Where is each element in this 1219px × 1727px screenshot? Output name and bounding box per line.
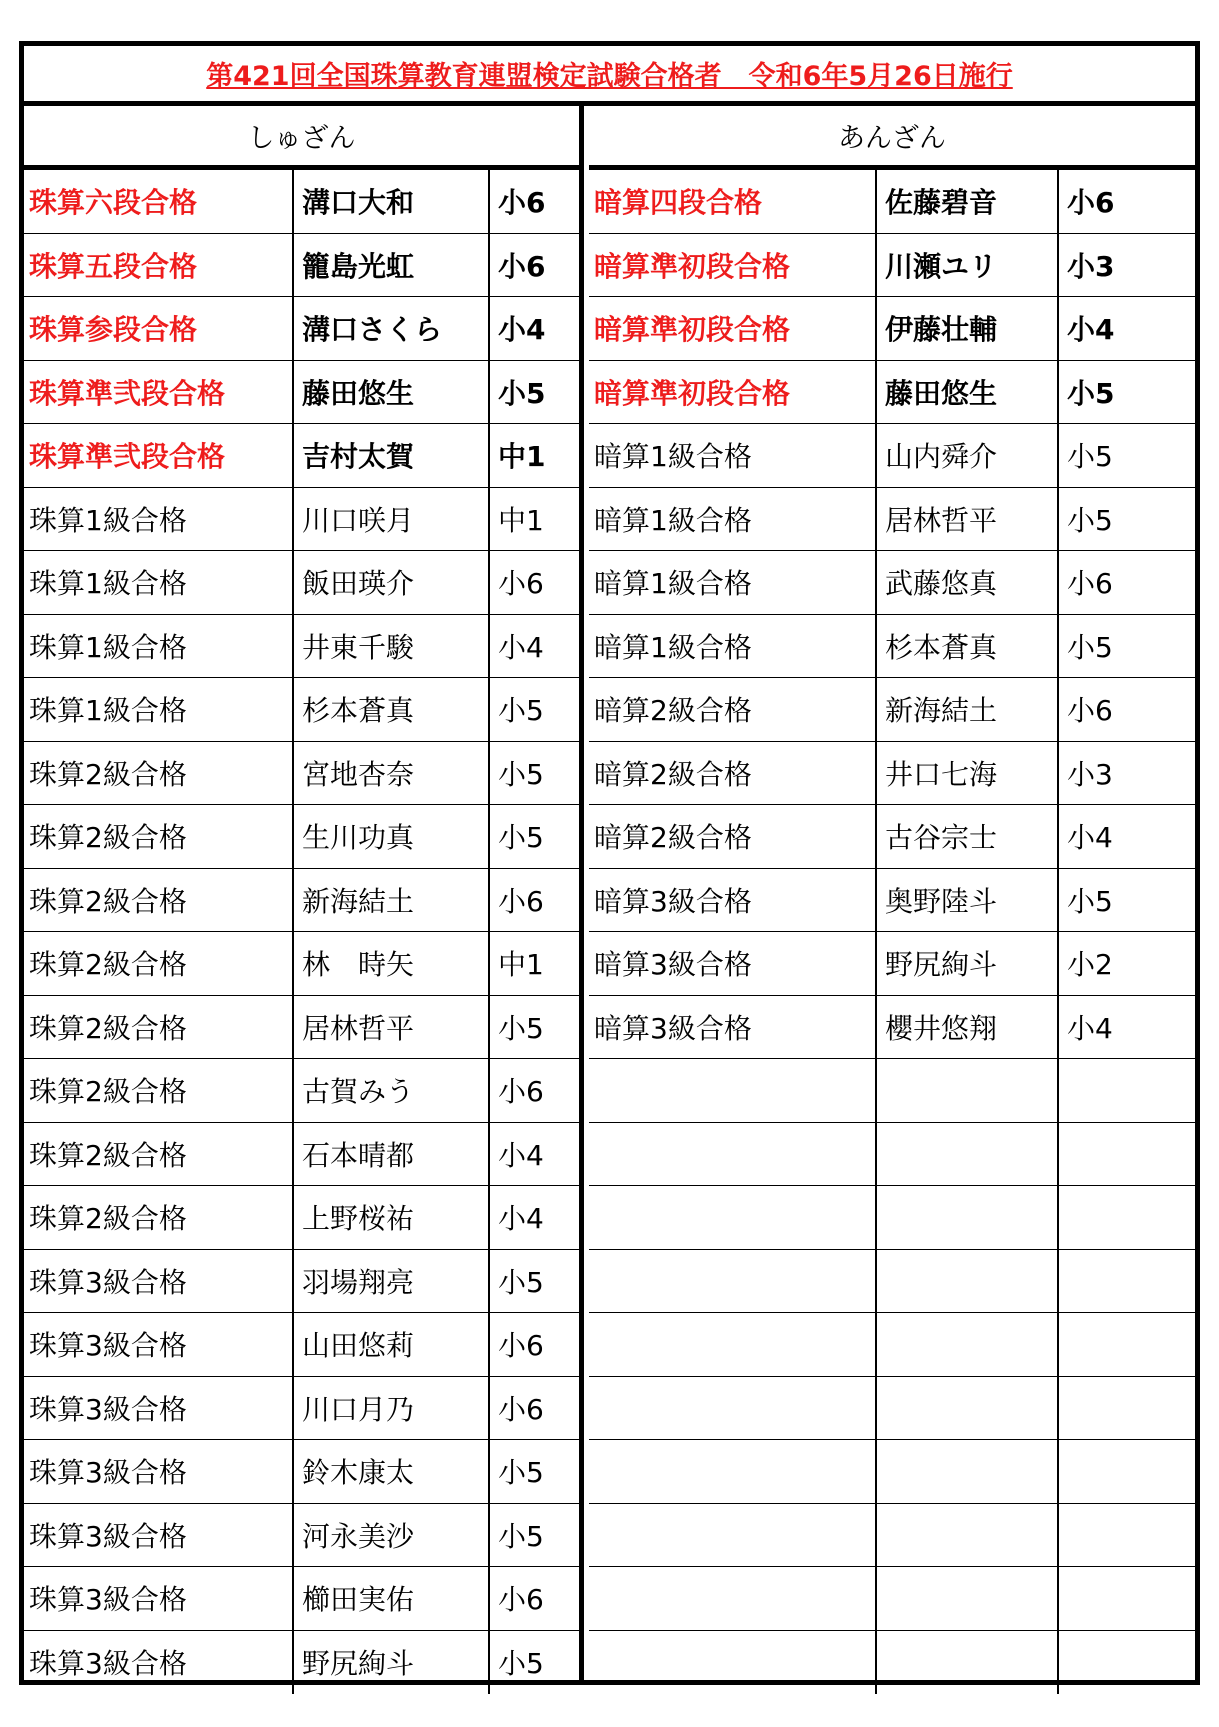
year-cell <box>1059 1186 1195 1249</box>
grade-cell: 珠算1級合格 <box>24 678 294 741</box>
table-row <box>24 678 579 742</box>
year-cell: 小5 <box>1067 376 1115 410</box>
table-row <box>589 1186 1195 1250</box>
grade-cell: 珠算2級合格 <box>24 805 294 868</box>
grade-cell: 暗算準初段合格 <box>589 297 877 360</box>
grade-cell: 暗算3級合格 <box>589 996 877 1059</box>
grade-cell: 暗算準初段合格 <box>589 234 877 297</box>
name-cell: 新海結土 <box>877 678 1059 741</box>
grade-cell: 珠算3級合格 <box>24 1440 294 1503</box>
anzan-rows <box>589 170 1195 1694</box>
name-cell: 櫛田実佑 <box>294 1567 490 1630</box>
table-row <box>589 1059 1195 1123</box>
grade-cell <box>589 1377 877 1440</box>
table-row <box>589 996 1195 1060</box>
table-row <box>24 869 579 933</box>
shuzan-rows <box>24 170 579 1694</box>
year-cell: 中1 <box>498 503 544 537</box>
name-cell <box>877 1377 1059 1440</box>
table-row <box>589 742 1195 806</box>
year-cell <box>1059 1250 1195 1313</box>
grade-cell: 珠算2級合格 <box>24 869 294 932</box>
grade-cell <box>589 1313 877 1376</box>
year-cell <box>1059 1377 1195 1440</box>
year-cell <box>1059 1631 1195 1695</box>
name-cell: 生川功真 <box>294 805 490 868</box>
title-bar <box>24 46 1195 106</box>
name-cell: 籠島光虹 <box>294 234 490 297</box>
table-row <box>589 488 1195 552</box>
grade-cell: 珠算3級合格 <box>24 1631 294 1695</box>
grade-cell: 珠算準弐段合格 <box>24 424 294 487</box>
name-cell: 川瀬ユリ <box>877 234 1059 297</box>
year-cell: 小5 <box>498 1519 544 1553</box>
table-row <box>589 1631 1195 1695</box>
name-cell: 溝口大和 <box>294 170 490 233</box>
grade-cell: 珠算六段合格 <box>24 170 294 233</box>
name-cell: 藤田悠生 <box>294 361 490 424</box>
name-cell: 野尻絢斗 <box>877 932 1059 995</box>
grade-cell: 珠算2級合格 <box>24 1123 294 1186</box>
grade-cell: 珠算1級合格 <box>24 551 294 614</box>
name-cell <box>877 1250 1059 1313</box>
year-cell: 小6 <box>498 884 544 918</box>
table-row <box>24 1313 579 1377</box>
table-row <box>589 1123 1195 1187</box>
grade-cell: 暗算3級合格 <box>589 869 877 932</box>
table-row <box>24 234 579 298</box>
grade-cell <box>589 1186 877 1249</box>
table-row <box>24 996 579 1060</box>
name-cell: 井東千駿 <box>294 615 490 678</box>
table-row <box>589 678 1195 742</box>
year-cell: 小2 <box>1067 948 1113 982</box>
year-cell: 小6 <box>1067 186 1115 220</box>
name-cell <box>877 1631 1059 1695</box>
name-cell: 林 時矢 <box>294 932 490 995</box>
table-row <box>589 869 1195 933</box>
table-row <box>589 424 1195 488</box>
year-cell: 中1 <box>498 948 544 982</box>
table-row <box>24 1631 579 1695</box>
name-cell <box>877 1440 1059 1503</box>
table-row <box>24 615 579 679</box>
year-cell: 小4 <box>498 1138 544 1172</box>
name-cell: 野尻絢斗 <box>294 1631 490 1695</box>
year-cell <box>1059 1440 1195 1503</box>
year-cell: 小5 <box>498 821 544 855</box>
table-row <box>24 1123 579 1187</box>
table-row <box>24 1504 579 1568</box>
name-cell: 宮地杏奈 <box>294 742 490 805</box>
year-cell: 小6 <box>498 249 546 283</box>
table-row <box>589 1504 1195 1568</box>
name-cell: 石本晴都 <box>294 1123 490 1186</box>
grade-cell: 暗算2級合格 <box>589 805 877 868</box>
grade-cell: 暗算準初段合格 <box>589 361 877 424</box>
grade-cell: 珠算3級合格 <box>24 1250 294 1313</box>
year-cell: 小6 <box>498 1075 544 1109</box>
grade-cell: 珠算2級合格 <box>24 1186 294 1249</box>
table-row <box>589 1567 1195 1631</box>
year-cell: 小4 <box>498 630 544 664</box>
grade-cell: 暗算1級合格 <box>589 424 877 487</box>
grade-cell: 珠算2級合格 <box>24 1059 294 1122</box>
year-cell: 小4 <box>1067 313 1115 347</box>
table-row <box>24 1250 579 1314</box>
page-title: 第421回全国珠算教育連盟検定試験合格者 令和6年5月26日施行 <box>206 61 1013 92</box>
name-cell <box>877 1313 1059 1376</box>
grade-cell: 暗算2級合格 <box>589 742 877 805</box>
year-cell: 小3 <box>1067 757 1113 791</box>
table-row <box>24 1186 579 1250</box>
year-cell: 小5 <box>1067 440 1113 474</box>
name-cell: 武藤悠真 <box>877 551 1059 614</box>
name-cell: 新海結土 <box>294 869 490 932</box>
table-row <box>24 1440 579 1504</box>
table-row <box>24 805 579 869</box>
name-cell: 羽場翔亮 <box>294 1250 490 1313</box>
grade-cell: 珠算五段合格 <box>24 234 294 297</box>
year-cell: 小5 <box>498 1456 544 1490</box>
table-row <box>24 488 579 552</box>
year-cell: 小4 <box>498 313 546 347</box>
name-cell: 上野桜祐 <box>294 1186 490 1249</box>
grade-cell: 珠算2級合格 <box>24 996 294 1059</box>
grade-cell: 珠算3級合格 <box>24 1504 294 1567</box>
year-cell: 小5 <box>1067 503 1113 537</box>
name-cell: 伊藤壮輔 <box>877 297 1059 360</box>
table-row <box>589 1250 1195 1314</box>
anzan-header: あんざん <box>589 106 1195 170</box>
table-row <box>24 297 579 361</box>
name-cell: 井口七海 <box>877 742 1059 805</box>
results-sheet <box>19 41 1200 1685</box>
name-cell: 川口咲月 <box>294 488 490 551</box>
table-row <box>589 297 1195 361</box>
grade-cell <box>589 1504 877 1567</box>
grade-cell <box>589 1440 877 1503</box>
name-cell: 居林哲平 <box>294 996 490 1059</box>
year-cell: 小6 <box>1067 567 1113 601</box>
table-row <box>589 170 1195 234</box>
grade-cell: 珠算3級合格 <box>24 1567 294 1630</box>
year-cell: 小5 <box>498 1647 544 1681</box>
table-row <box>24 361 579 425</box>
table-row <box>24 424 579 488</box>
table-row <box>24 170 579 234</box>
name-cell: 山田悠莉 <box>294 1313 490 1376</box>
name-cell: 山内舜介 <box>877 424 1059 487</box>
table-row <box>589 932 1195 996</box>
name-cell <box>877 1059 1059 1122</box>
year-cell: 小5 <box>1067 630 1113 664</box>
year-cell <box>1059 1504 1195 1567</box>
table-row <box>24 932 579 996</box>
grade-cell <box>589 1123 877 1186</box>
name-cell: 飯田瑛介 <box>294 551 490 614</box>
name-cell: 鈴木康太 <box>294 1440 490 1503</box>
name-cell: 奥野陸斗 <box>877 869 1059 932</box>
table-row <box>24 1567 579 1631</box>
name-cell: 古谷宗士 <box>877 805 1059 868</box>
year-cell: 小6 <box>1067 694 1113 728</box>
grade-cell: 暗算四段合格 <box>589 170 877 233</box>
grade-cell: 珠算2級合格 <box>24 742 294 805</box>
table-row <box>589 551 1195 615</box>
name-cell <box>877 1186 1059 1249</box>
table-row <box>24 1377 579 1441</box>
year-cell: 小5 <box>498 757 544 791</box>
name-cell: 川口月乃 <box>294 1377 490 1440</box>
name-cell: 佐藤碧音 <box>877 170 1059 233</box>
year-cell <box>1059 1059 1195 1122</box>
table-row <box>24 551 579 615</box>
grade-cell: 珠算2級合格 <box>24 932 294 995</box>
name-cell <box>877 1567 1059 1630</box>
year-cell <box>1059 1567 1195 1630</box>
year-cell <box>1059 1123 1195 1186</box>
grade-cell: 珠算3級合格 <box>24 1313 294 1376</box>
name-cell: 杉本蒼真 <box>294 678 490 741</box>
grade-cell: 暗算3級合格 <box>589 932 877 995</box>
grade-cell <box>589 1250 877 1313</box>
year-cell: 中1 <box>498 440 546 474</box>
table-row <box>24 742 579 806</box>
year-cell: 小4 <box>498 1202 544 1236</box>
year-cell: 小5 <box>498 376 546 410</box>
shuzan-header: しゅざん <box>24 106 579 170</box>
table-row <box>589 1377 1195 1441</box>
grade-cell: 珠算1級合格 <box>24 615 294 678</box>
anzan-column <box>589 106 1195 1680</box>
shuzan-column <box>24 106 584 1680</box>
year-cell: 小5 <box>498 1011 544 1045</box>
name-cell: 居林哲平 <box>877 488 1059 551</box>
year-cell: 小5 <box>1067 884 1113 918</box>
year-cell: 小6 <box>498 1329 544 1363</box>
grade-cell: 珠算3級合格 <box>24 1377 294 1440</box>
name-cell: 河永美沙 <box>294 1504 490 1567</box>
year-cell: 小4 <box>1067 821 1113 855</box>
name-cell: 杉本蒼真 <box>877 615 1059 678</box>
year-cell <box>1059 1313 1195 1376</box>
year-cell: 小6 <box>498 1392 544 1426</box>
year-cell: 小4 <box>1067 1011 1113 1045</box>
grade-cell <box>589 1567 877 1630</box>
grade-cell: 珠算準弐段合格 <box>24 361 294 424</box>
year-cell: 小3 <box>1067 249 1115 283</box>
name-cell <box>877 1123 1059 1186</box>
grade-cell: 暗算1級合格 <box>589 551 877 614</box>
table-row <box>589 615 1195 679</box>
table-row <box>589 1313 1195 1377</box>
name-cell: 藤田悠生 <box>877 361 1059 424</box>
name-cell: 吉村太賀 <box>294 424 490 487</box>
grade-cell: 珠算参段合格 <box>24 297 294 360</box>
grade-cell: 暗算1級合格 <box>589 488 877 551</box>
name-cell <box>877 1504 1059 1567</box>
grade-cell: 暗算1級合格 <box>589 615 877 678</box>
year-cell: 小6 <box>498 1583 544 1617</box>
table-row <box>589 1440 1195 1504</box>
name-cell: 溝口さくら <box>294 297 490 360</box>
table-row <box>24 1059 579 1123</box>
grade-cell <box>589 1631 877 1695</box>
year-cell: 小6 <box>498 186 546 220</box>
grade-cell <box>589 1059 877 1122</box>
year-cell: 小6 <box>498 567 544 601</box>
grade-cell: 珠算1級合格 <box>24 488 294 551</box>
name-cell: 櫻井悠翔 <box>877 996 1059 1059</box>
year-cell: 小5 <box>498 1265 544 1299</box>
table-row <box>589 805 1195 869</box>
year-cell: 小5 <box>498 694 544 728</box>
grade-cell: 暗算2級合格 <box>589 678 877 741</box>
name-cell: 古賀みう <box>294 1059 490 1122</box>
table-row <box>589 361 1195 425</box>
table-row <box>589 234 1195 298</box>
